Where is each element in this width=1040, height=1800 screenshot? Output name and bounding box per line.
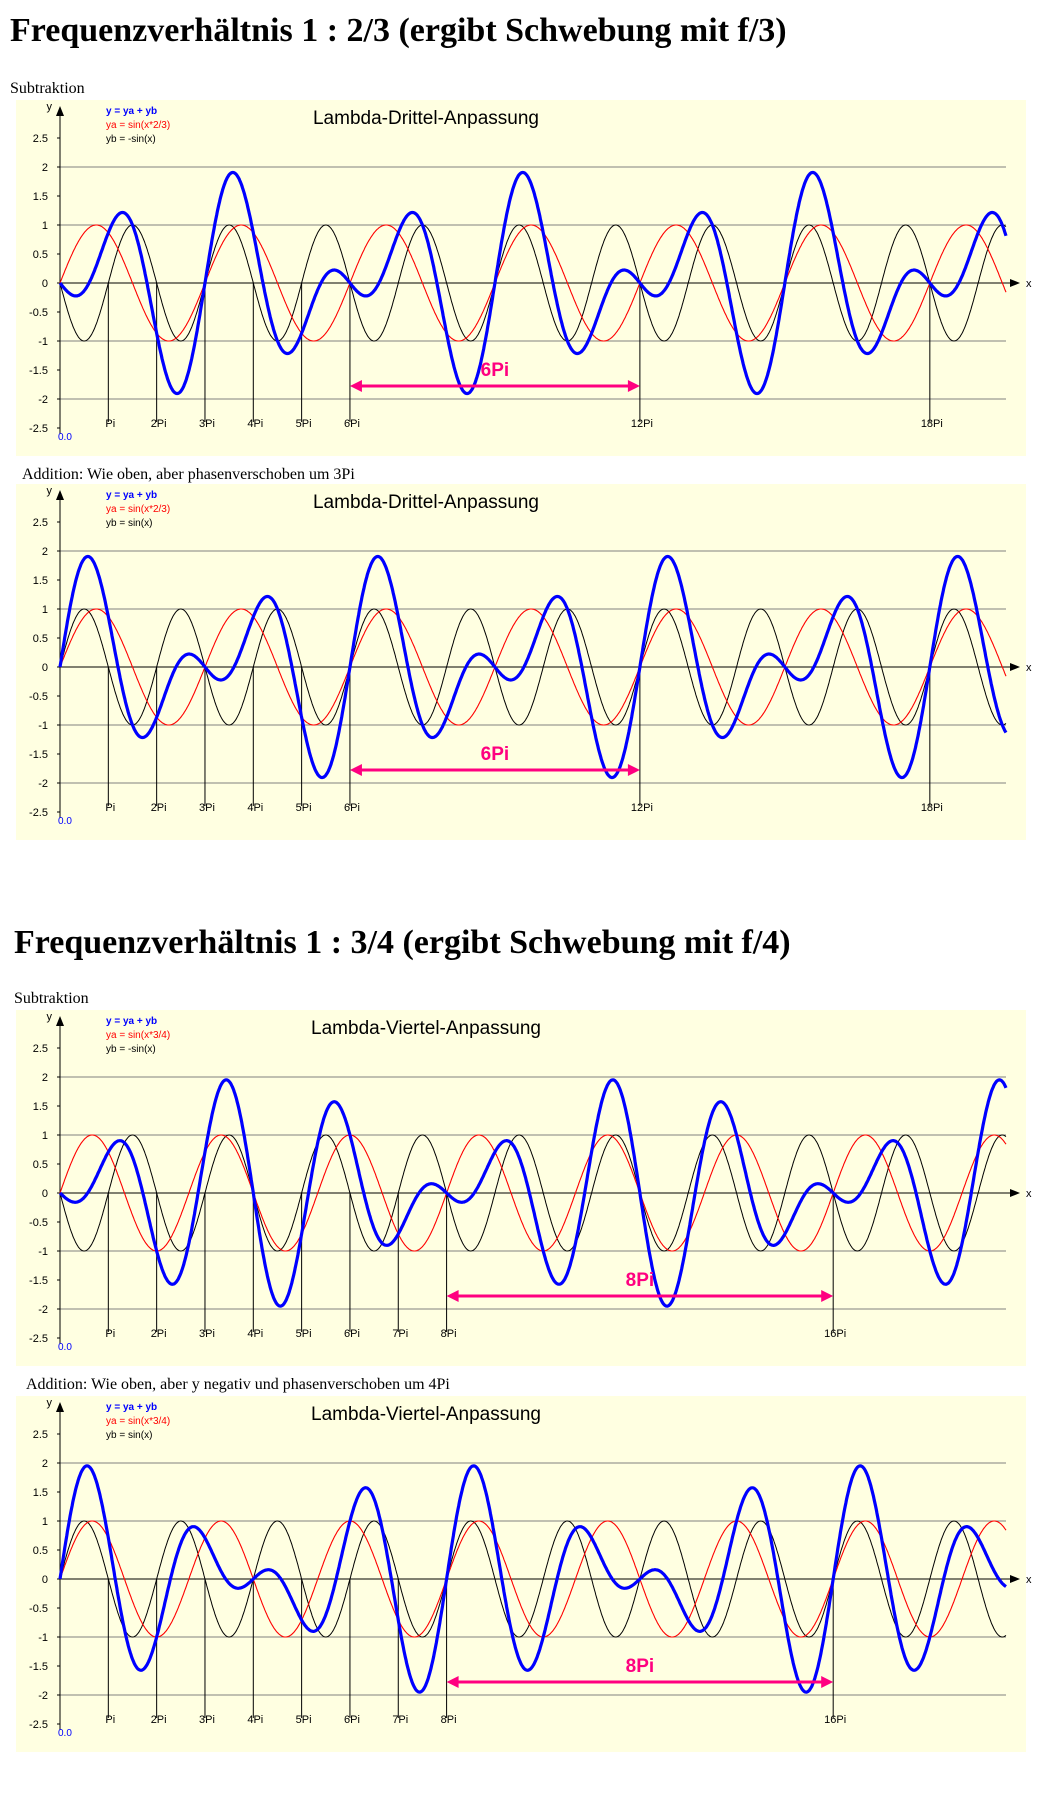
origin-label: 0.0 xyxy=(58,1342,72,1353)
y-tick-label: -2.5 xyxy=(29,1719,48,1731)
y-tick-label: 1 xyxy=(41,1516,48,1528)
y-tick-label: 2.5 xyxy=(32,1429,48,1441)
x-tick-label: 16Pi xyxy=(824,1328,847,1340)
y-tick-label: -2 xyxy=(38,1304,48,1316)
x-axis-label: x xyxy=(1026,278,1032,290)
y-axis-arrow xyxy=(56,490,64,500)
x-tick-label: 5Pi xyxy=(295,802,312,814)
y-axis-arrow xyxy=(56,1016,64,1026)
y-tick-label: -1 xyxy=(38,1632,48,1644)
y-tick-label: -2.5 xyxy=(29,807,48,819)
span-label: 6Pi xyxy=(480,744,510,765)
y-tick-label: -1 xyxy=(38,1246,48,1258)
chart-caption: Addition: Wie oben, aber y negativ und phasenverschoben um 4Pi xyxy=(26,1376,450,1393)
span-label: 8Pi xyxy=(625,1656,655,1677)
legend-entry: ya = sin(x*3/4) xyxy=(106,1416,171,1427)
y-tick-label: 1 xyxy=(41,220,48,232)
x-tick-label: 3Pi xyxy=(199,1328,215,1340)
y-tick-label: -1 xyxy=(38,720,48,732)
y-axis-label: y xyxy=(46,1397,52,1409)
origin-label: 0.0 xyxy=(58,816,72,827)
x-tick-label: 5Pi xyxy=(295,1328,312,1340)
y-axis-arrow xyxy=(56,1402,64,1412)
x-axis-arrow xyxy=(1010,1189,1020,1197)
x-tick-label: Pi xyxy=(105,802,116,814)
x-tick-label: 4Pi xyxy=(247,418,264,430)
y-tick-label: -0.5 xyxy=(29,691,48,703)
y-axis-label: y xyxy=(46,485,52,497)
y-tick-label: -0.5 xyxy=(29,1603,48,1615)
y-tick-label: 2.5 xyxy=(32,517,48,529)
x-axis-label: x xyxy=(1026,1188,1032,1200)
chart-title: Lambda-Viertel-Anpassung xyxy=(311,1404,541,1425)
x-tick-label: 5Pi xyxy=(295,1714,312,1726)
y-tick-label: 2 xyxy=(41,1072,48,1084)
x-tick-label: 4Pi xyxy=(247,1328,264,1340)
span-arrow-head-left xyxy=(447,1676,459,1688)
y-tick-label: 2.5 xyxy=(32,133,48,145)
x-tick-label: Pi xyxy=(105,418,116,430)
section-title: Frequenzverhältnis 1 : 3/4 (ergibt Schwebung mit f/4) xyxy=(14,924,791,961)
chart-caption: Subtraktion xyxy=(10,80,85,97)
x-tick-label: 2Pi xyxy=(150,1714,167,1726)
x-tick-label: 8Pi xyxy=(440,1328,457,1340)
y-tick-label: 1 xyxy=(41,604,48,616)
x-tick-label: 16Pi xyxy=(824,1714,847,1726)
y-tick-label: -2.5 xyxy=(29,1333,48,1345)
y-tick-label: 1.5 xyxy=(32,191,48,203)
y-tick-label: -2 xyxy=(38,1690,48,1702)
span-arrow-head-right xyxy=(821,1290,833,1302)
origin-label: 0.0 xyxy=(58,1728,72,1739)
y-tick-label: -1.5 xyxy=(29,1275,48,1287)
legend-entry: y = ya + yb xyxy=(106,1402,158,1413)
y-tick-label: -1 xyxy=(38,336,48,348)
chart-title: Lambda-Viertel-Anpassung xyxy=(311,1018,541,1039)
y-tick-label: 2 xyxy=(41,162,48,174)
x-axis-label: x xyxy=(1026,662,1032,674)
x-axis-arrow xyxy=(1010,663,1020,671)
legend-entry: y = ya + yb xyxy=(106,490,158,501)
y-tick-label: 1.5 xyxy=(32,1101,48,1113)
y-tick-label: 2.5 xyxy=(32,1043,48,1055)
chart-caption: Addition: Wie oben, aber phasenverschoben um 3Pi xyxy=(22,466,355,483)
y-axis-label: y xyxy=(46,1011,52,1023)
x-tick-label: 18Pi xyxy=(920,418,943,430)
y-axis-arrow xyxy=(56,106,64,116)
legend-entry: ya = sin(x*2/3) xyxy=(106,120,171,131)
y-tick-label: 1 xyxy=(41,1130,48,1142)
x-tick-label: 12Pi xyxy=(630,802,653,814)
legend-entry: yb = sin(x) xyxy=(106,1430,153,1441)
chart-title: Lambda-Drittel-Anpassung xyxy=(312,108,540,129)
y-tick-label: -1.5 xyxy=(29,1661,48,1673)
chart-2 xyxy=(16,484,1032,840)
span-arrow-head-right xyxy=(821,1676,833,1688)
chart-4 xyxy=(16,1396,1032,1752)
x-tick-label: 18Pi xyxy=(920,802,943,814)
chart-caption: Subtraktion xyxy=(14,990,89,1007)
chart-title: Lambda-Drittel-Anpassung xyxy=(312,492,540,513)
y-tick-label: 1.5 xyxy=(32,575,48,587)
x-tick-label: 2Pi xyxy=(150,418,167,430)
y-tick-label: -2 xyxy=(38,394,48,406)
y-tick-label: 0.5 xyxy=(32,1545,48,1557)
legend-entry: ya = sin(x*2/3) xyxy=(106,504,171,515)
x-tick-label: Pi xyxy=(105,1328,116,1340)
x-axis-label: x xyxy=(1026,1574,1032,1586)
y-tick-label: 2 xyxy=(41,546,48,558)
y-tick-label: -2 xyxy=(38,778,48,790)
x-tick-label: 4Pi xyxy=(247,1714,264,1726)
y-tick-label: 0 xyxy=(41,1574,48,1586)
chart-panel xyxy=(16,100,1032,456)
x-tick-label: 4Pi xyxy=(247,802,264,814)
y-tick-label: 2 xyxy=(41,1458,48,1470)
y-tick-label: 0.5 xyxy=(32,633,48,645)
span-arrow-head-left xyxy=(447,1290,459,1302)
x-tick-label: 7Pi xyxy=(392,1328,409,1340)
y-tick-label: -0.5 xyxy=(29,1217,48,1229)
section-title: Frequenzverhältnis 1 : 2/3 (ergibt Schwebung mit f/3) xyxy=(10,12,787,49)
x-tick-label: 12Pi xyxy=(630,418,653,430)
chart-1 xyxy=(16,100,1032,456)
x-tick-label: 6Pi xyxy=(343,1714,360,1726)
y-tick-label: 0 xyxy=(41,278,48,290)
y-tick-label: 1.5 xyxy=(32,1487,48,1499)
legend-entry: ya = sin(x*3/4) xyxy=(106,1030,171,1041)
x-axis-arrow xyxy=(1010,1575,1020,1583)
x-tick-label: 3Pi xyxy=(199,802,215,814)
y-tick-label: -1.5 xyxy=(29,365,48,377)
chart-panel xyxy=(16,1010,1032,1366)
chart-panel xyxy=(16,484,1032,840)
x-axis-arrow xyxy=(1010,279,1020,287)
chart-panel xyxy=(16,1396,1032,1752)
span-arrow-head-left xyxy=(350,764,362,776)
x-tick-label: 7Pi xyxy=(392,1714,409,1726)
x-tick-label: 2Pi xyxy=(150,1328,167,1340)
span-label: 6Pi xyxy=(480,360,510,381)
y-tick-label: 0.5 xyxy=(32,249,48,261)
x-tick-label: Pi xyxy=(105,1714,116,1726)
x-tick-label: 3Pi xyxy=(199,418,215,430)
origin-label: 0.0 xyxy=(58,432,72,443)
span-arrow-head-right xyxy=(628,764,640,776)
span-arrow-head-left xyxy=(350,380,362,392)
x-tick-label: 8Pi xyxy=(440,1714,457,1726)
legend-entry: yb = -sin(x) xyxy=(106,1044,156,1055)
y-tick-label: -2.5 xyxy=(29,423,48,435)
y-tick-label: -0.5 xyxy=(29,307,48,319)
legend-entry: yb = -sin(x) xyxy=(106,134,156,145)
span-label: 8Pi xyxy=(625,1270,655,1291)
y-tick-label: 0 xyxy=(41,1188,48,1200)
y-tick-label: 0 xyxy=(41,662,48,674)
y-tick-label: -1.5 xyxy=(29,749,48,761)
legend-entry: y = ya + yb xyxy=(106,1016,158,1027)
x-tick-label: 5Pi xyxy=(295,418,312,430)
legend-entry: y = ya + yb xyxy=(106,106,158,117)
chart-3 xyxy=(16,1010,1032,1366)
x-tick-label: 6Pi xyxy=(343,418,360,430)
span-arrow-head-right xyxy=(628,380,640,392)
x-tick-label: 6Pi xyxy=(343,1328,360,1340)
y-tick-label: 0.5 xyxy=(32,1159,48,1171)
legend-entry: yb = sin(x) xyxy=(106,518,153,529)
y-axis-label: y xyxy=(46,101,52,113)
x-tick-label: 6Pi xyxy=(343,802,360,814)
x-tick-label: 3Pi xyxy=(199,1714,215,1726)
x-tick-label: 2Pi xyxy=(150,802,167,814)
